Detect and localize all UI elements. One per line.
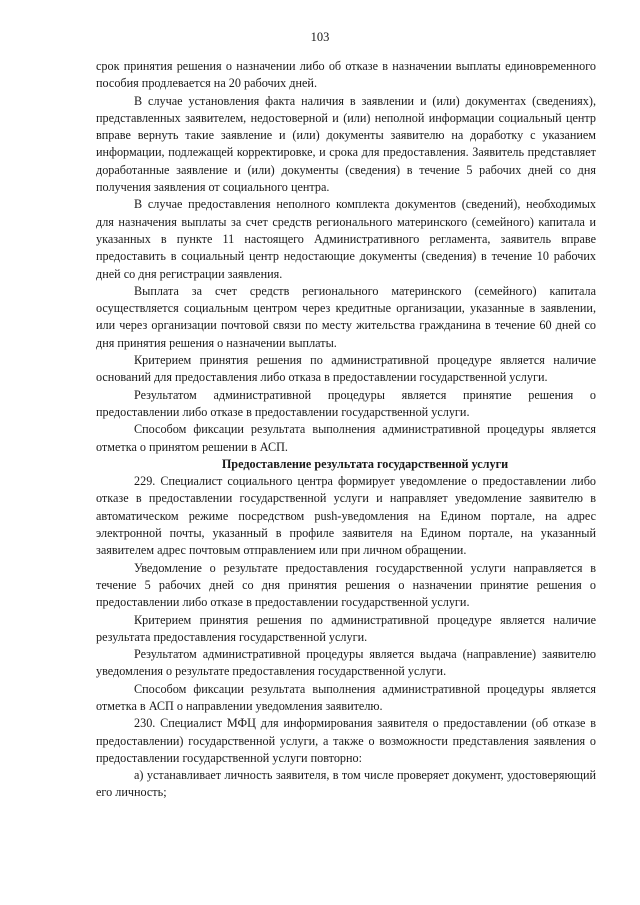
paragraph: Выплата за счет средств регионального материнского (семейного) капитала осуществляется социальным центром через кредитные организации, указанные в заявлении, или через организации почтовой связи по месту жительства гражданина в течение 60 дней со дня принятия решения о назначении выплаты. — [96, 283, 596, 350]
paragraph: срок принятия решения о назначении либо об отказе в назначении выплаты единовременного пособия продлевается на 20 рабочих дней. — [96, 59, 596, 91]
document-body — [96, 58, 596, 802]
paragraph: Результатом административной процедуры является выдача (направление) заявителю уведомления о результате предоставления государственной услуги. — [96, 647, 596, 679]
section-heading: Предоставление результата государственной услуги — [221, 456, 509, 471]
paragraph: Результатом административной процедуры является принятие решения о предоставлении либо отказе в предоставлении государственной услуги. — [96, 387, 596, 419]
paragraph: Способом фиксации результата выполнения административной процедуры является отметка о принятом решении в АСП. — [96, 422, 596, 454]
paragraph: а) устанавливает личность заявителя, в том числе проверяет документ, удостоверяющий его личность; — [96, 768, 596, 800]
paragraph: Критерием принятия решения по административной процедуре является наличие результата предоставления государственной услуги. — [96, 612, 596, 644]
paragraph: 229. Специалист социального центра формирует уведомление о предоставлении либо отказе в предоставлении государственной услуги и направляет уведомление заявителю в автоматическом режиме посредством push-уведомления на Едином портале, на адрес электронной почты, указанный в профиле заявителя на Едином портале, на указанный заявителем адрес почтовым отправлением или при личном обращении. — [96, 474, 596, 558]
paragraph: В случае установления факта наличия в заявлении и (или) документах (сведениях), представленных заявителем, недостоверной и (или) неполной информации социальный центр вправе вернуть такие заявление и (или) документы заявителю на доработку с указанием информации, подлежащей корректировке, и срока для предоставления. Заявитель представляет доработанные заявление и (или) документы (сведения) в течение 5 рабочих дней со дня получения заявления от социального центра. — [96, 93, 596, 195]
paragraph: Способом фиксации результата выполнения административной процедуры является отметка в АСП о направлении уведомления заявителю. — [96, 681, 596, 713]
paragraph: В случае предоставления неполного комплекта документов (сведений), необходимых для назначения выплаты за счет средств регионального материнского (семейного) капитала и указанных в пункте 11 настоящего Административного регламента, заявитель вправе предоставить в социальный центр недостающие документы (сведения) в течение 10 рабочих дней со дня регистрации заявления. — [96, 197, 596, 281]
page-number: 103 — [310, 30, 330, 44]
paragraph: Уведомление о результате предоставления государственной услуги направляется в течение 5 рабочих дней со дня принятия решения о назначении принятие решения о предоставлении либо отказе в предоставлении государственной услуги. — [96, 560, 596, 610]
paragraph: 230. Специалист МФЦ для информирования заявителя о предоставлении (об отказе в предоставлении) государственной услуги, а также о возможности представления заявления о предоставлении государственной услуги повторно: — [96, 716, 596, 765]
paragraph: Критерием принятия решения по административной процедуре является наличие оснований для предоставления либо отказа в предоставлении государственной услуги. — [96, 353, 596, 385]
